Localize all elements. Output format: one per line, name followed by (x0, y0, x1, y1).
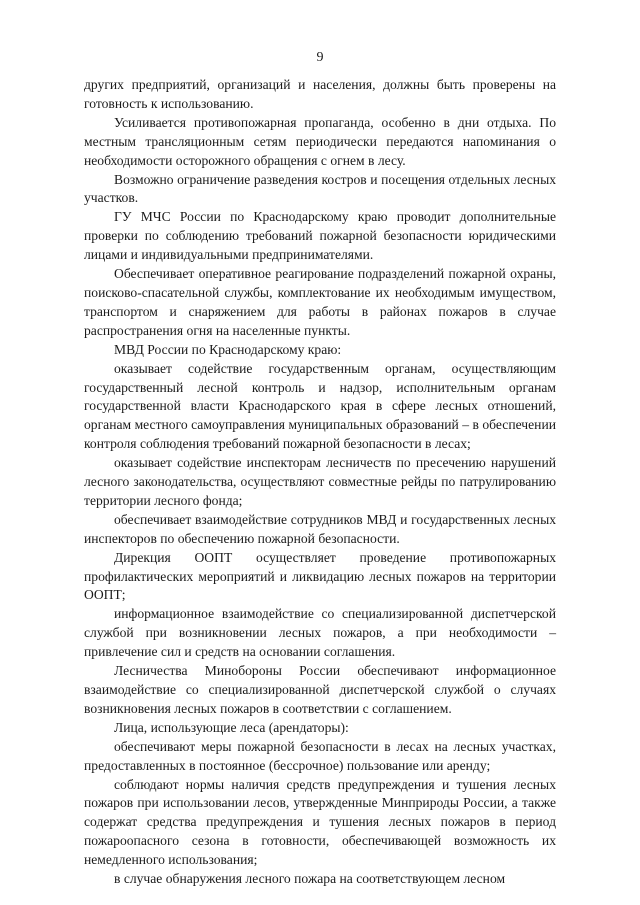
paragraph: информационное взаимодействие со специализированной диспетчерской службой при возникновении лесных пожаров, а при необходимости – привлечение сил и средств на основании соглашения. (84, 606, 556, 660)
page-number: 9 (316, 50, 324, 65)
paragraph: оказывает содействие инспекторам лесничеств по пресечению нарушений лесного законодательства, осуществляют совместные рейды по патрулированию территории лесного фонда; (84, 455, 556, 508)
paragraph: других предприятий, организаций и населения, должны быть проверены на готовность к использованию. (84, 77, 556, 111)
paragraph: Дирекция ООПТ осуществляет проведение противопожарных профилактических мероприятий и ликвидацию лесных пожаров на территории ООПТ; (84, 549, 556, 603)
paragraph: оказывает содействие государственным органам, осуществляющим государственный лесной контроль и надзор, исполнительным органам государственной власти Краснодарского края в сфере лесных отношений, органам местного самоуправления муниципальных образований – в обеспечении контроля соблюдения требований пожарной безопасности в лесах; (84, 360, 556, 452)
paragraph: МВД России по Краснодарскому краю: (114, 341, 342, 357)
paragraph: Усиливается противопожарная пропаганда, особенно в дни отдыха. По местным трансляционным сетям периодически передаются напоминания о необходимости осторожного обращения с огнем в лесу. (84, 114, 556, 168)
paragraph: Лесничества Минобороны России обеспечивают информационное взаимодействие со специализированной диспетчерской службой о случаях возникновения лесных пожаров в соответствии с соглашением. (84, 663, 556, 716)
paragraph: соблюдают нормы наличия средств предупреждения и тушения лесных пожаров при использовании лесов, утвержденные Минприроды России, а также содержат средства предупреждения и тушения лесных пожаров в период пожароопасного сезона в готовности, обеспечивающей возможность их немедленного использования; (84, 776, 556, 868)
paragraph: Возможно ограничение разведения костров и посещения отдельных лесных участков. (84, 171, 556, 206)
paragraph: обеспечивают меры пожарной безопасности в лесах на лесных участках, предоставленных в постоянное (бессрочное) пользование или аренду; (84, 738, 556, 773)
paragraph: обеспечивает взаимодействие сотрудников МВД и государственных лесных инспекторов по обеспечению пожарной безопасности. (84, 511, 556, 546)
paragraph: ГУ МЧС России по Краснодарскому краю проводит дополнительные проверки по соблюдению требований пожарной безопасности юридическими лицами и индивидуальными предпринимателями. (84, 209, 556, 263)
paragraph: в случае обнаружения лесного пожара на соответствующем лесном (114, 871, 506, 887)
document-body (84, 76, 556, 889)
paragraph: Лица, использующие леса (арендаторы): (114, 719, 349, 735)
paragraph: Обеспечивает оперативное реагирование подразделений пожарной охраны, поисково-спасательной службы, комплектование их необходимым имуществом, транспортом и снаряжением для работы в районах пожаров в случае распространения огня на населенные пункты. (84, 266, 556, 338)
